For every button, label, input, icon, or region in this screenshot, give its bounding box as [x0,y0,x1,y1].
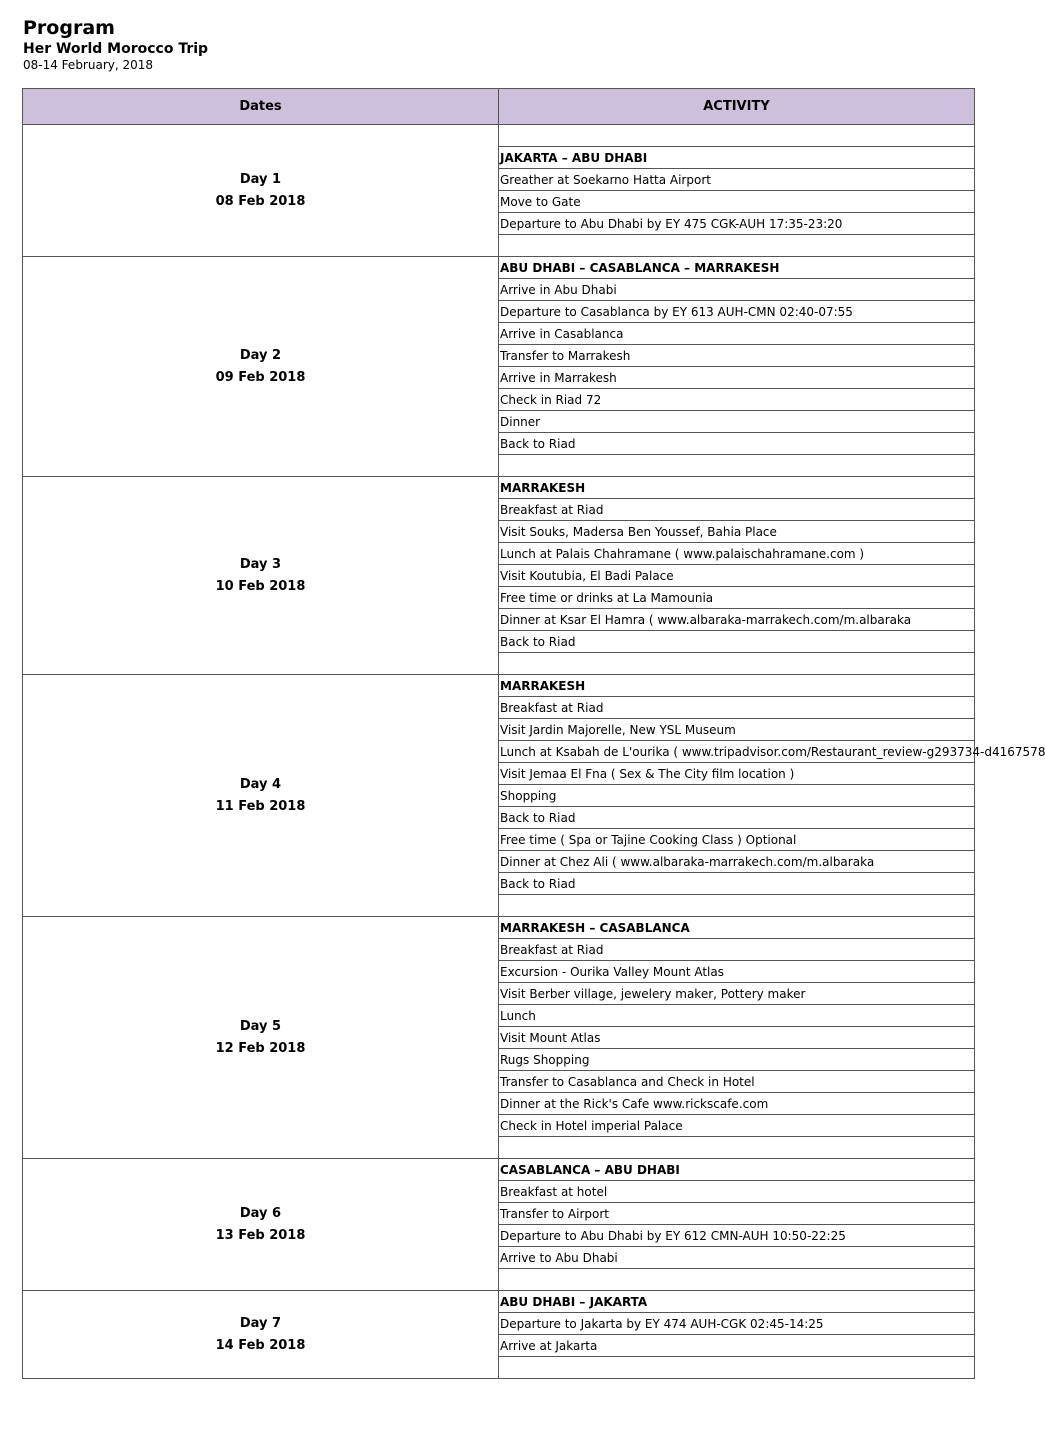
activity-cell: Arrive to Abu Dhabi [499,1247,975,1269]
day-label: Day 4 [239,776,282,792]
activity-cell: Dinner at Ksar El Hamra ( www.albaraka-marrakech.com/m.albaraka [499,609,975,631]
day-cell [23,917,499,1159]
program-body [23,125,1045,1379]
day-cell [23,125,499,257]
activity-section-heading: MARRAKESH [499,675,975,697]
day-label: Day 5 [239,1018,282,1034]
table-row [23,125,975,147]
day-date: 12 Feb 2018 [215,1040,306,1056]
activity-section-heading: MARRAKESH [499,477,975,499]
activity-cell: Visit Jemaa El Fna ( Sex & The City film location ) [499,763,975,785]
activity-cell: Back to Riad [499,631,975,653]
activity-cell: Visit Berber village, jewelery maker, Pottery maker [499,983,975,1005]
activity-cell: Arrive in Casablanca [499,323,975,345]
activity-cell: Arrive in Marrakesh [499,367,975,389]
activity-cell [499,653,975,675]
activity-cell [499,1269,975,1291]
day-label: Day 3 [239,556,282,572]
activity-cell: Arrive in Abu Dhabi [499,279,975,301]
activity-cell: Visit Koutubia, El Badi Palace [499,565,975,587]
activity-cell: Departure to Abu Dhabi by EY 612 CMN-AUH 10:50-22:25 [499,1225,975,1247]
day-date: 08 Feb 2018 [215,193,306,209]
activity-cell [499,235,975,257]
table-row [23,1291,975,1313]
document-header [23,17,208,73]
page-title: Program [23,17,115,39]
activity-cell: Arrive at Jakarta [499,1335,975,1357]
table-row [23,675,975,697]
table-row [23,257,975,279]
activity-cell: Departure to Abu Dhabi by EY 475 CGK-AUH 17:35-23:20 [499,213,975,235]
day-date: 14 Feb 2018 [215,1337,306,1353]
activity-cell [499,1137,975,1159]
table-header-row [23,89,975,125]
activity-cell: Visit Souks, Madersa Ben Youssef, Bahia Place [499,521,975,543]
activity-cell: Dinner [499,411,975,433]
table-row [23,477,975,499]
activity-cell: Visit Jardin Majorelle, New YSL Museum [499,719,975,741]
day-cell [23,257,499,477]
activity-cell: Transfer to Casablanca and Check in Hotel [499,1071,975,1093]
activity-cell: Back to Riad [499,873,975,895]
table-row [23,1159,975,1181]
program-table [22,88,1045,1379]
activity-section-heading: MARRAKESH – CASABLANCA [499,917,975,939]
table-row [23,917,975,939]
activity-cell: Transfer to Marrakesh [499,345,975,367]
activity-cell: Back to Riad [499,807,975,829]
activity-cell: Free time or drinks at La Mamounia [499,587,975,609]
activity-column-header: ACTIVITY [499,89,975,125]
activity-cell: Visit Mount Atlas [499,1027,975,1049]
activity-cell [499,455,975,477]
activity-section-heading: JAKARTA – ABU DHABI [499,147,975,169]
day-cell [23,1159,499,1291]
day-date: 10 Feb 2018 [215,578,306,594]
activity-cell: Lunch at Palais Chahramane ( www.palaischahramane.com ) [499,543,975,565]
activity-cell: Breakfast at Riad [499,499,975,521]
activity-cell: Breakfast at hotel [499,1181,975,1203]
day-cell [23,1291,499,1379]
day-date: 11 Feb 2018 [215,798,306,814]
day-date: 13 Feb 2018 [215,1227,306,1243]
activity-section-heading: ABU DHABI – CASABLANCA – MARRAKESH [499,257,975,279]
activity-cell: Departure to Jakarta by EY 474 AUH-CGK 02:45-14:25 [499,1313,975,1335]
activity-cell: Shopping [499,785,975,807]
activity-cell: Excursion - Ourika Valley Mount Atlas [499,961,975,983]
day-label: Day 6 [239,1205,282,1221]
activity-section-heading: CASABLANCA – ABU DHABI [499,1159,975,1181]
activity-cell: Lunch [499,1005,975,1027]
day-label: Day 2 [239,347,282,363]
activity-cell: Breakfast at Riad [499,939,975,961]
day-cell [23,675,499,917]
activity-cell: Rugs Shopping [499,1049,975,1071]
activity-cell [499,895,975,917]
activity-cell: Check in Riad 72 [499,389,975,411]
day-label: Day 7 [239,1315,282,1331]
trip-name: Her World Morocco Trip [23,41,209,57]
activity-cell [499,125,975,147]
activity-cell: Check in Hotel imperial Palace [499,1115,975,1137]
activity-cell: Move to Gate [499,191,975,213]
trip-date-range: 08-14 February, 2018 [23,58,154,72]
dates-column-header: Dates [23,89,499,125]
day-date: 09 Feb 2018 [215,369,306,385]
activity-cell: Free time ( Spa or Tajine Cooking Class ) Optional [499,829,975,851]
activity-cell: Back to Riad [499,433,975,455]
activity-cell: Transfer to Airport [499,1203,975,1225]
day-label: Day 1 [239,171,282,187]
day-cell [23,477,499,675]
activity-cell: Breakfast at Riad [499,697,975,719]
activity-section-heading: ABU DHABI – JAKARTA [499,1291,975,1313]
activity-cell [499,1357,975,1379]
activity-cell: Greather at Soekarno Hatta Airport [499,169,975,191]
activity-cell: Departure to Casablanca by EY 613 AUH-CMN 02:40-07:55 [499,301,975,323]
activity-cell: Lunch at Ksabah de L'ourika ( www.tripadvisor.com/Restaurant_review-g293734-d4167578 [499,741,975,763]
activity-cell: Dinner at Chez Ali ( www.albaraka-marrakech.com/m.albaraka [499,851,975,873]
activity-cell: Dinner at the Rick's Cafe www.rickscafe.com [499,1093,975,1115]
